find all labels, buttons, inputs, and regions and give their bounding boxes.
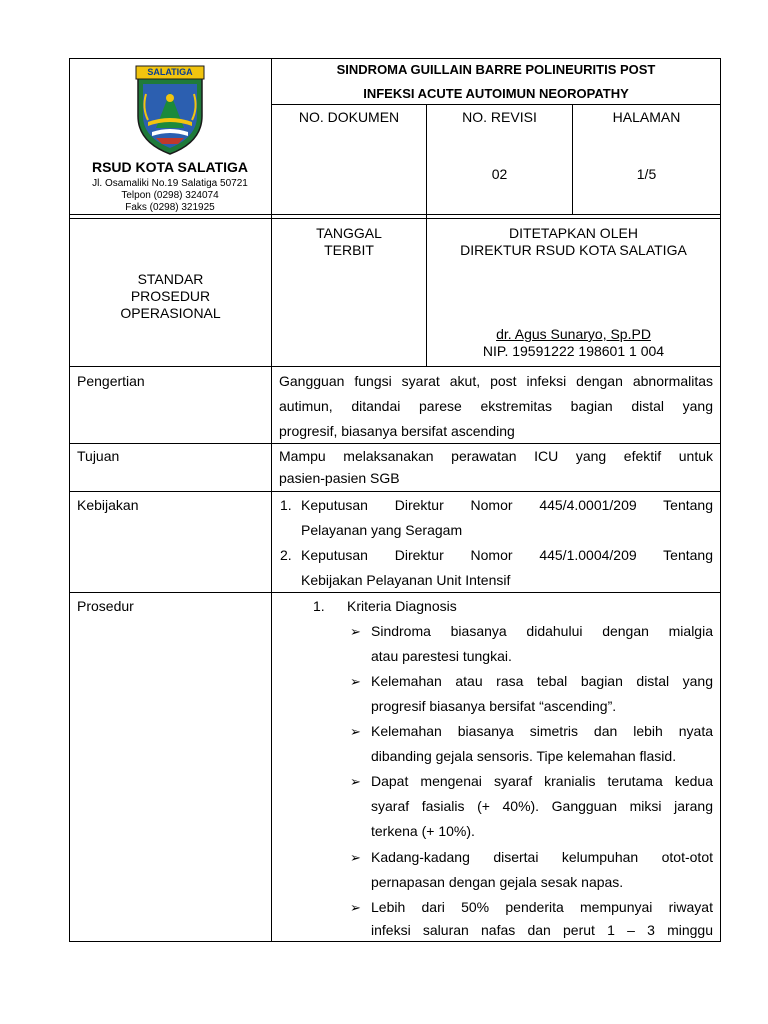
- tujuan-line-1: Mampu melaksanakan perawatan ICU yang efektif untuk: [279, 448, 713, 464]
- prosedur-bullet-4-line-1: Dapat mengenai syaraf kranialis terutama kedua: [371, 773, 713, 789]
- prosedur-bullet-6-line-1: Lebih dari 50% penderita mempunyai riwayat: [371, 899, 713, 915]
- prosedur-bullet-1-line-1: Sindroma biasanya didahului dengan mialgia: [371, 623, 713, 639]
- table-border-bottom: [69, 941, 721, 942]
- revision-value: 02: [491, 166, 508, 182]
- sop-label-line-1: STANDAR: [137, 271, 204, 287]
- kebijakan-label: Kebijakan: [77, 497, 139, 513]
- set-by-line-1: DITETAPKAN OLEH: [509, 225, 638, 241]
- kebijakan-item-2-num: 2.: [280, 547, 292, 563]
- hospital-fax: Faks (0298) 321925: [125, 202, 215, 213]
- doc-col-divider-2: [572, 104, 573, 215]
- tujuan-row-bottom: [69, 491, 721, 492]
- prosedur-step-num: 1.: [313, 598, 325, 614]
- tujuan-line-2: pasien-pasien SGB: [279, 470, 400, 486]
- sop-label-line-3: OPERASIONAL: [120, 305, 221, 321]
- signatory-nip: NIP. 19591222 198601 1 004: [482, 343, 665, 359]
- prosedur-bullet-2-line-2: progresif biasanya bersifat “ascending”.: [371, 698, 617, 714]
- prosedur-bullet-3-line-2: dibanding gejala sensoris. Tipe kelemahan flasid.: [371, 748, 677, 764]
- hospital-address: Jl. Osamaliki No.19 Salatiga 50721: [92, 178, 248, 189]
- doc-col-divider-1: [426, 104, 427, 367]
- hospital-name: RSUD KOTA SALATIGA: [91, 159, 249, 175]
- arrow-bullet-icon: ➢: [350, 724, 361, 739]
- prosedur-label: Prosedur: [77, 598, 134, 614]
- kebijakan-item-1-line-1: Keputusan Direktur Nomor 445/4.0001/209 Tentang: [301, 497, 713, 513]
- sop-row-bottom: [69, 366, 721, 367]
- prosedur-bullet-5-line-1: Kadang-kadang disertai kelumpuhan otot-otot: [371, 849, 713, 865]
- kebijakan-item-2-line-2: Kebijakan Pelayanan Unit Intensif: [301, 572, 511, 588]
- title-underline: [271, 104, 721, 105]
- issue-date-label-line-1: TANGGAL: [316, 225, 382, 241]
- arrow-bullet-icon: ➢: [350, 850, 361, 865]
- sop-label-line-2: PROSEDUR: [130, 288, 211, 304]
- prosedur-step-title: Kriteria Diagnosis: [347, 598, 457, 614]
- kebijakan-item-2-line-1: Keputusan Direktur Nomor 445/1.0004/209 Tentang: [301, 547, 713, 563]
- set-by-line-2: DIREKTUR RSUD KOTA SALATIGA: [460, 242, 687, 258]
- revision-label: NO. REVISI: [462, 109, 537, 125]
- prosedur-bullet-4-line-3: terkena (+ 10%).: [371, 823, 475, 839]
- document-title-line-1: SINDROMA GUILLAIN BARRE POLINEURITIS POST: [336, 62, 656, 77]
- signatory-name: dr. Agus Sunaryo, Sp.PD: [496, 326, 651, 342]
- prosedur-bullet-6-line-2: infeksi saluran nafas dan perut 1 – 3 minggu: [371, 922, 713, 938]
- arrow-bullet-icon: ➢: [350, 900, 361, 915]
- tujuan-label: Tujuan: [77, 448, 120, 464]
- pengertian-line-1: Gangguan fungsi syarat akut, post infeksi dengan abnormalitas: [279, 373, 713, 389]
- pengertian-line-2: autimun, ditandai parese ekstremitas bagian distal yang: [279, 398, 713, 414]
- arrow-bullet-icon: ➢: [350, 674, 361, 689]
- body-col-divider: [271, 366, 272, 942]
- table-border-left: [69, 58, 70, 942]
- document-title-line-2: INFEKSI ACUTE AUTOIMUN NEOROPATHY: [363, 86, 629, 101]
- kebijakan-item-1-line-2: Pelayanan yang Seragam: [301, 522, 463, 538]
- header-row-bottom-1: [69, 214, 721, 215]
- table-border-top: [69, 58, 721, 59]
- table-border-right: [720, 58, 721, 942]
- page-label: HALAMAN: [612, 109, 681, 125]
- pengertian-line-3: progresif, biasanya bersifat ascending: [279, 423, 515, 439]
- issue-date-label-line-2: TERBIT: [324, 242, 374, 258]
- kebijakan-item-1-num: 1.: [280, 497, 292, 513]
- doc-no-label: NO. DOKUMEN: [298, 109, 400, 125]
- header-row-bottom-2: [69, 218, 721, 219]
- prosedur-bullet-1-line-2: atau parestesi tungkai.: [371, 648, 512, 664]
- hospital-phone: Telpon (0298) 324074: [121, 190, 219, 201]
- arrow-bullet-icon: ➢: [350, 624, 361, 639]
- prosedur-bullet-3-line-1: Kelemahan biasanya simetris dan lebih nyata: [371, 723, 713, 739]
- hospital-logo: [134, 64, 206, 156]
- emblem-label: SALATIGA: [147, 67, 193, 77]
- prosedur-bullet-5-line-2: pernapasan dengan gejala sesak napas.: [371, 874, 624, 890]
- arrow-bullet-icon: ➢: [350, 774, 361, 789]
- pengertian-label: Pengertian: [77, 373, 145, 389]
- prosedur-bullet-2-line-1: Kelemahan atau rasa tebal bagian distal yang: [371, 673, 713, 689]
- page-value: 1/5: [636, 166, 657, 182]
- prosedur-bullet-4-line-2: syaraf fasialis (+ 40%). Gangguan miksi jarang: [371, 798, 713, 814]
